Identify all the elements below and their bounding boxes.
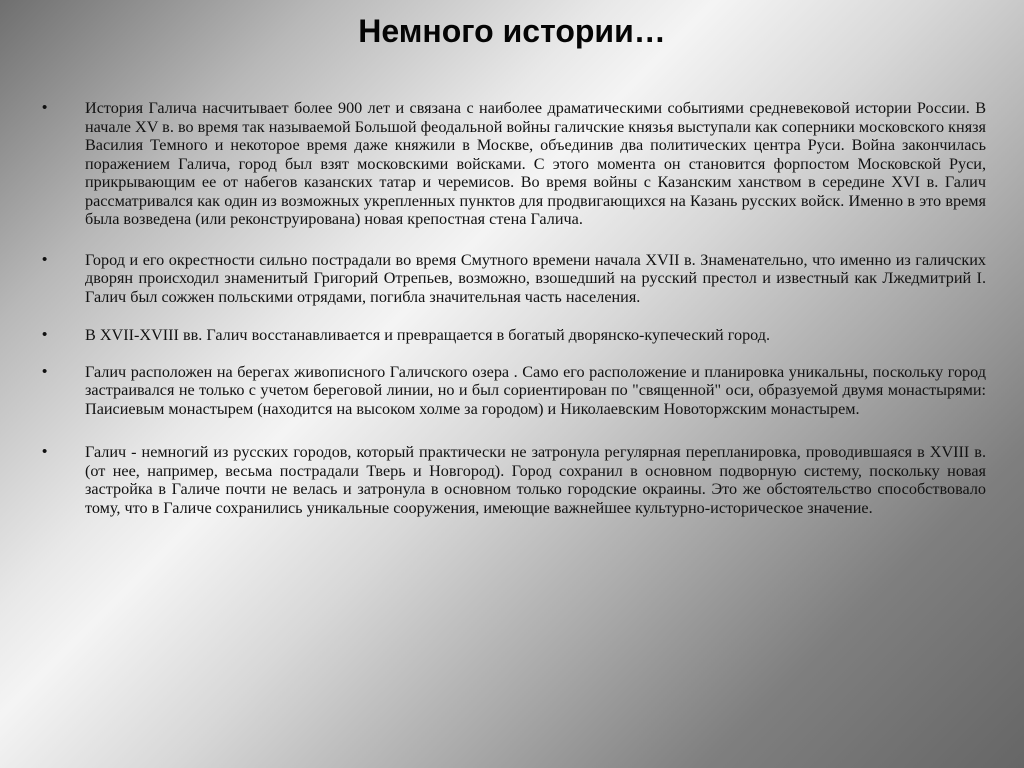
history-paragraph-1	[42, 99, 986, 229]
bullet-icon: •	[42, 443, 48, 460]
slide-content	[42, 99, 986, 537]
history-paragraph-3	[42, 326, 986, 345]
history-paragraph-4	[42, 363, 986, 419]
bullet-icon: •	[42, 250, 48, 268]
paragraph-text: Галич - немногий из русских городов, который практически не затронула регулярная перепланировка, проводившаяся в XVIII в. (от нее, например, весьма пострадали Тверь и Новгород). Город сохранил в основном подворную систему, поскольку новая застройка в Галиче почти не велась и затронула в основном только городские окраины. Это же обстоятельство способствовало тому, что в Галиче сохранились уникальные сооружения, имеющие важнейшее культурно-историческое значение.	[85, 443, 986, 517]
paragraph-text: История Галича насчитывает более 900 лет и связана с наиболее драматическими событиями средневековой истории России. В начале XV в. во время так называемой Большой феодальной войны галичские князья выступали как соперники московского князя Василия Темного и некоторое время даже княжили в Москве, объединив два политических центра Руси. Война закончилась поражением Галича, город был взят московскими войсками. С этого момента он становится форпостом Московской Руси, прикрывающим ее от набегов казанских татар и черемисов. Во время войны с Казанским ханством в середине XVI в. Галич рассматривался как один из возможных укрепленных пунктов для продвигающихся на Казань русских войск. Именно в это время была возведена (или реконструирована) новая крепостная стена Галича.	[85, 99, 986, 228]
bullet-icon: •	[42, 99, 48, 116]
history-paragraph-5	[42, 443, 986, 517]
paragraph-text: В XVII-XVIII вв. Галич восстанавливается и превращается в богатый дворянско-купеческий город.	[85, 326, 771, 344]
history-paragraph-2	[42, 251, 986, 307]
bullet-icon: •	[42, 326, 48, 343]
paragraph-text: Город и его окрестности сильно пострадали во время Смутного времени начала XVII в. Знаменательно, что именно из галичских дворян происходил знаменитый Григорий Отрепьев, возможно, взошедший на русский престол и известный как Лжедмитрий I. Галич был сожжен польскими отрядами, погибла значительная часть населения.	[85, 250, 986, 306]
paragraph-text: Галич расположен на берегах живописного Галичского озера . Само его расположение и планировка уникальны, поскольку город застраивался не только с учетом береговой линии, но и был сориентирован по "священной" оси, образуемой двумя монастырями: Паисиевым монастырем (находится на высоком холме за городом) и Николаевским Новоторжским монастырем.	[85, 362, 986, 418]
slide-title: Немного истории…	[358, 13, 666, 49]
bullet-icon: •	[42, 362, 48, 380]
